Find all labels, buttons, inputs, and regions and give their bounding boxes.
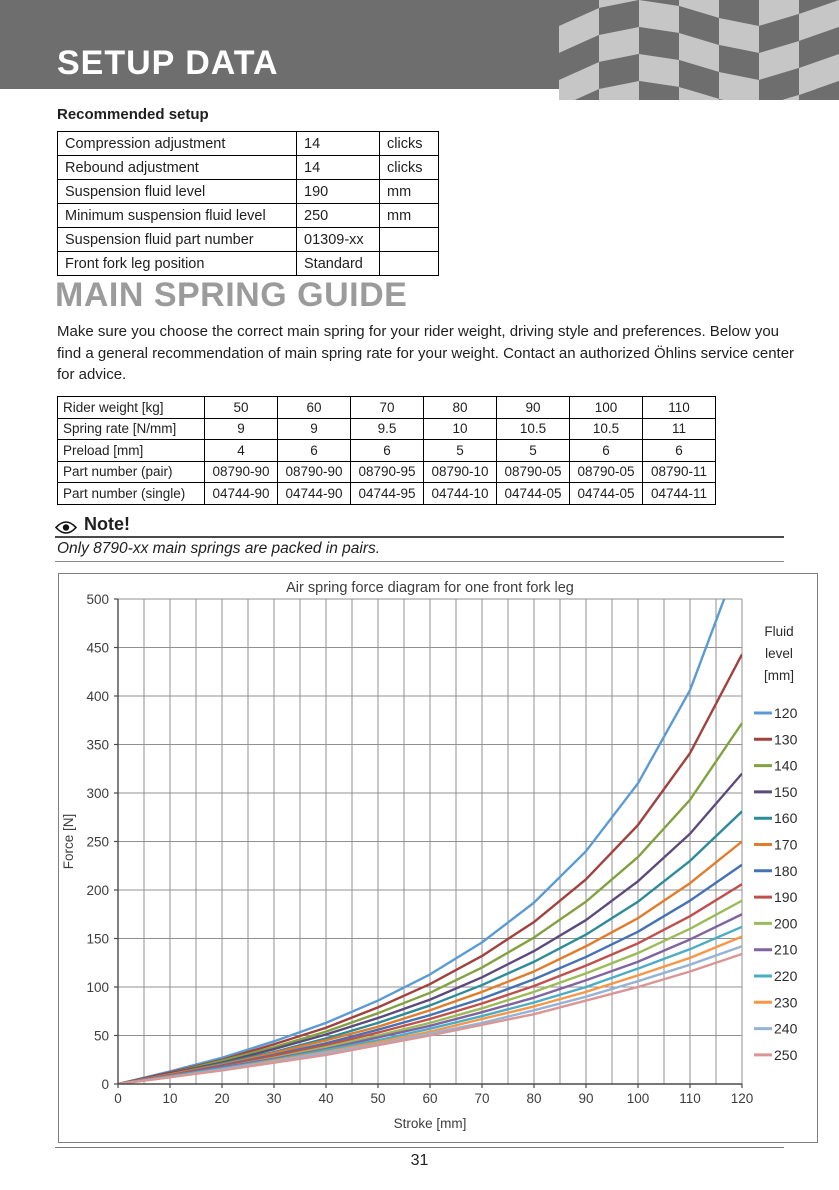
x-tick-label: 40 [318, 1091, 334, 1106]
legend-title: level [765, 646, 793, 661]
y-tick-label: 400 [86, 689, 109, 704]
table-row [58, 418, 716, 440]
legend-label-160: 160 [774, 810, 798, 827]
table-row [58, 397, 716, 419]
table-cell: 08790-11 [643, 461, 716, 483]
table-cell: 10.5 [570, 418, 643, 440]
footer-divider [55, 1147, 784, 1148]
table-cell: Standard [297, 252, 380, 276]
y-tick-label: 150 [86, 931, 109, 947]
x-tick-label: 100 [626, 1091, 650, 1106]
table-row [58, 440, 716, 462]
spring-table-body [58, 397, 716, 505]
legend-label-150: 150 [774, 783, 798, 800]
table-cell: clicks [380, 132, 439, 156]
table-row [58, 228, 439, 252]
table-cell: 50 [205, 397, 278, 419]
y-tick-label: 100 [86, 980, 109, 995]
legend-title: [mm] [764, 668, 794, 683]
table-cell: 04744-90 [205, 483, 278, 505]
legend-label-240: 240 [774, 1020, 798, 1037]
legend-label-250: 250 [774, 1046, 798, 1063]
note-text: Only 8790-xx main springs are packed in pairs. [57, 540, 381, 557]
x-tick-label: 60 [422, 1091, 438, 1106]
table-cell: Compression adjustment [58, 132, 297, 156]
table-cell: 08790-95 [351, 461, 424, 483]
legend-label-170: 170 [774, 836, 798, 853]
x-tick-label: 0 [114, 1091, 122, 1106]
table-cell: clicks [380, 156, 439, 180]
table-row [58, 252, 439, 276]
table-row [58, 156, 439, 180]
recommended-setup-heading: Recommended setup [57, 106, 209, 123]
table-cell: 08790-05 [570, 461, 643, 483]
table-row [58, 483, 716, 505]
table-cell: 6 [351, 440, 424, 462]
x-tick-label: 80 [526, 1091, 542, 1106]
page-title: SETUP DATA [57, 44, 279, 82]
table-cell: 04744-11 [643, 483, 716, 505]
x-tick-label: 110 [679, 1091, 701, 1106]
table-cell: mm [380, 180, 439, 204]
table-row [58, 132, 439, 156]
legend-label-130: 130 [774, 731, 798, 748]
table-cell: Front fork leg position [58, 252, 297, 276]
table-cell: Part number (single) [58, 483, 205, 505]
note-divider-bottom [55, 561, 784, 562]
table-cell: 5 [424, 440, 497, 462]
legend-title: Fluid [764, 624, 794, 639]
legend-label-180: 180 [774, 862, 798, 879]
table-cell: Suspension fluid part number [58, 228, 297, 252]
table-cell: 4 [205, 440, 278, 462]
table-cell: 01309-xx [297, 228, 380, 252]
legend-label-220: 220 [774, 968, 798, 984]
table-cell: 9.5 [351, 418, 424, 440]
table-row [58, 461, 716, 483]
table-cell: 6 [643, 440, 716, 462]
table-row [58, 180, 439, 204]
main-spring-guide-paragraph: Make sure you choose the correct main spring for your rider weight, driving style and preferences. Below you find a general recommendation of main spring rate for your weight. Contact an authorized Öhlins service center for advice. [57, 323, 795, 383]
y-axis-title: Force [N] [61, 813, 76, 870]
table-cell: 08790-90 [205, 461, 278, 483]
y-tick-label: 350 [86, 737, 109, 753]
table-cell: 04744-05 [497, 483, 570, 505]
spring-guide-table [57, 396, 716, 505]
chart-title: Air spring force diagram for one front fork leg [286, 580, 574, 596]
checkered-flag-graphic [559, 0, 839, 100]
table-cell: 100 [570, 397, 643, 419]
recommended-setup-table [57, 131, 439, 276]
y-tick-label: 200 [86, 883, 109, 898]
table-cell: 110 [643, 397, 716, 419]
eye-icon [55, 521, 77, 534]
x-tick-label: 10 [162, 1091, 178, 1106]
main-spring-guide-heading: MAIN SPRING GUIDE [55, 276, 408, 314]
table-cell: 190 [297, 180, 380, 204]
table-cell: 08790-90 [278, 461, 351, 483]
table-cell: Spring rate [N/mm] [58, 418, 205, 440]
table-cell: 11 [643, 418, 716, 440]
header-banner [0, 0, 839, 89]
table-cell: 5 [497, 440, 570, 462]
x-tick-label: 90 [578, 1091, 594, 1106]
table-cell: 14 [297, 156, 380, 180]
table-cell: Suspension fluid level [58, 180, 297, 204]
table-cell: 08790-05 [497, 461, 570, 483]
table-cell: 60 [278, 397, 351, 419]
table-cell: Rider weight [kg] [58, 397, 205, 419]
table-cell: 04744-10 [424, 483, 497, 505]
table-cell: 04744-95 [351, 483, 424, 505]
table-cell: 250 [297, 204, 380, 228]
x-tick-label: 70 [474, 1091, 490, 1106]
table-cell: mm [380, 204, 439, 228]
table-cell: Part number (pair) [58, 461, 205, 483]
table-cell: 70 [351, 397, 424, 419]
table-cell: 08790-10 [424, 461, 497, 483]
x-tick-label: 20 [214, 1091, 230, 1106]
table-cell: 14 [297, 132, 380, 156]
air-spring-force-chart [58, 573, 818, 1143]
table-cell: 6 [570, 440, 643, 462]
y-tick-label: 500 [86, 592, 109, 607]
x-tick-label: 120 [730, 1091, 754, 1106]
chart-canvas [59, 574, 817, 1142]
table-cell: 04744-05 [570, 483, 643, 505]
table-cell: Minimum suspension fluid level [58, 204, 297, 228]
table-cell [380, 228, 439, 252]
legend-label-200: 200 [774, 915, 798, 932]
y-tick-label: 300 [86, 786, 109, 801]
legend-label-120: 120 [774, 705, 798, 721]
legend-label-190: 190 [774, 889, 798, 906]
table-cell: 10 [424, 418, 497, 440]
x-tick-label: 50 [370, 1091, 386, 1106]
y-tick-label: 450 [86, 640, 109, 656]
table-row [58, 204, 439, 228]
table-cell: 10.5 [497, 418, 570, 440]
table-cell: Preload [mm] [58, 440, 205, 462]
x-tick-label: 30 [266, 1091, 282, 1106]
table-cell: 9 [205, 418, 278, 440]
y-tick-label: 250 [86, 834, 109, 850]
table-cell: 80 [424, 397, 497, 419]
legend-label-140: 140 [774, 757, 798, 774]
table-cell: 9 [278, 418, 351, 440]
table-cell: 04744-90 [278, 483, 351, 505]
legend-label-230: 230 [774, 994, 798, 1011]
legend-label-210: 210 [774, 941, 798, 958]
table-cell: Rebound adjustment [58, 156, 297, 180]
page-number: 31 [410, 1152, 429, 1169]
y-tick-label: 0 [101, 1077, 109, 1092]
table-cell [380, 252, 439, 276]
table-cell: 6 [278, 440, 351, 462]
y-tick-label: 50 [93, 1028, 109, 1044]
note-divider-top [55, 536, 784, 538]
x-axis-title: Stroke [mm] [393, 1116, 467, 1131]
table-cell: 90 [497, 397, 570, 419]
note-heading: Note! [84, 514, 130, 534]
setup-table-body [58, 132, 439, 276]
